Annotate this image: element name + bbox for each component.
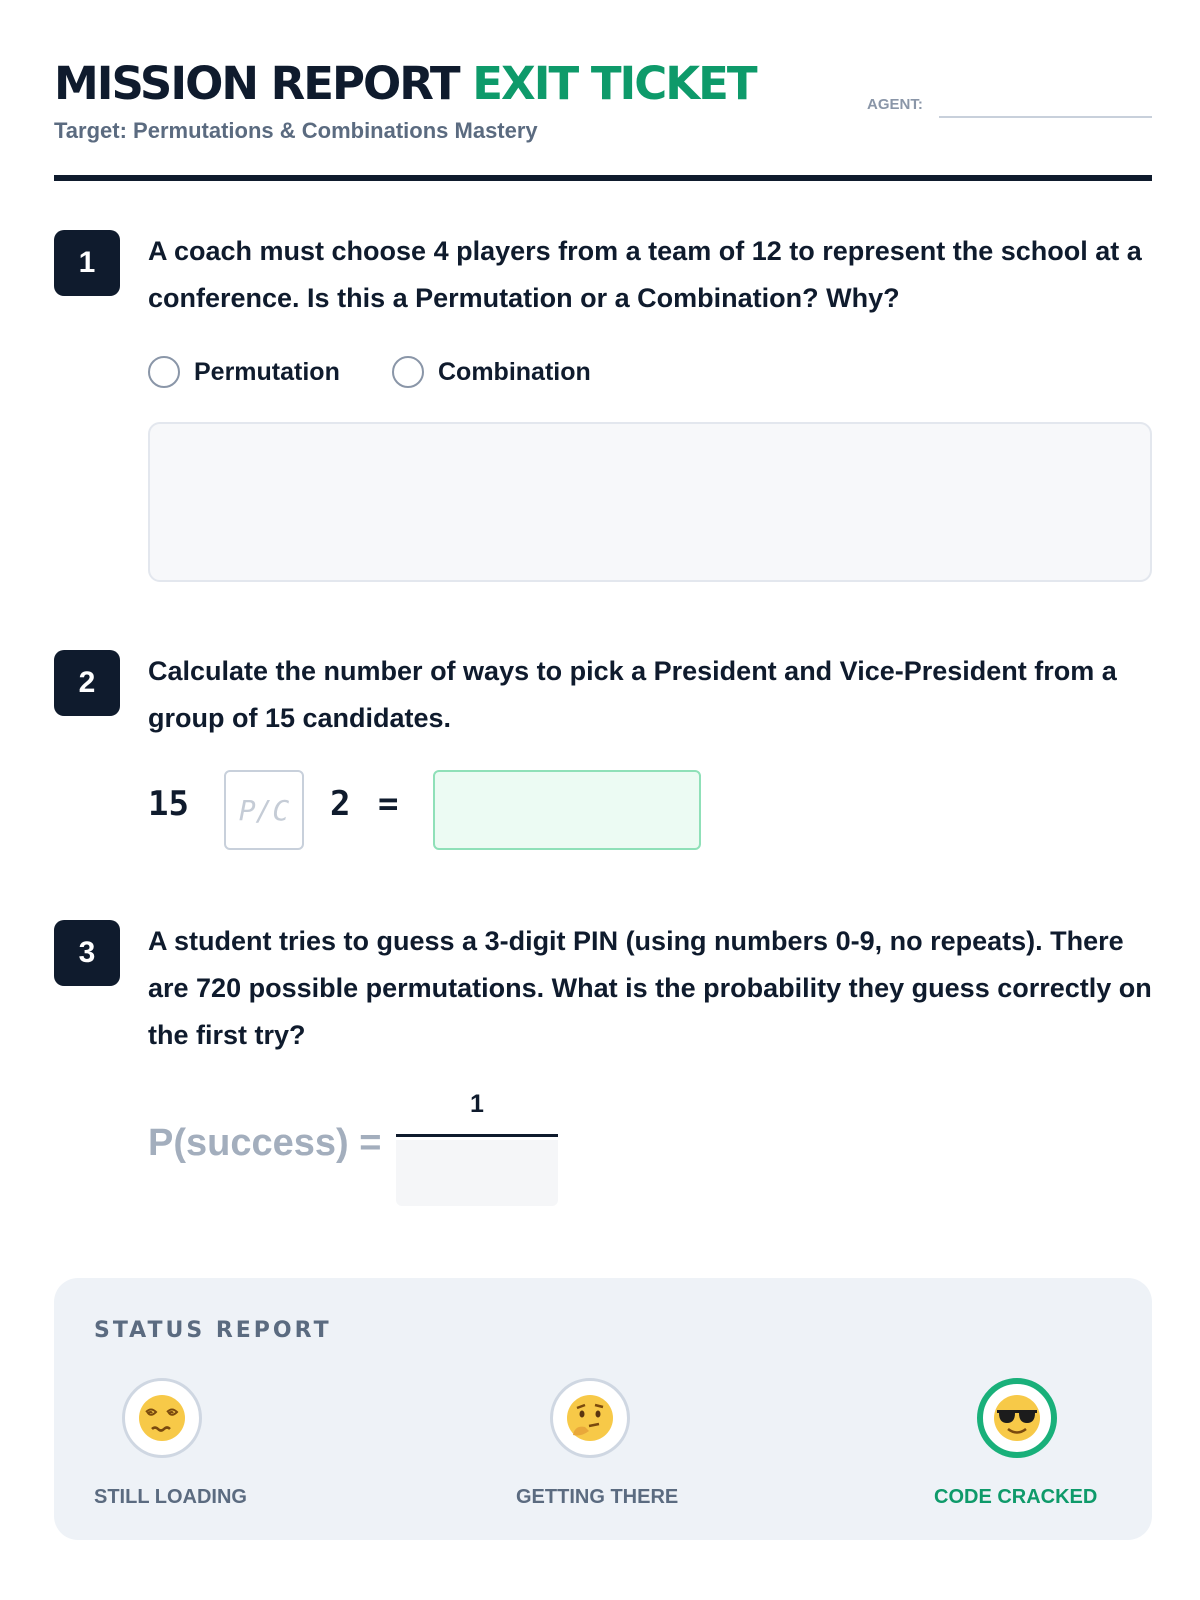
- question-3-probability: [148, 1090, 568, 1210]
- status-report-title: STATUS REPORT: [94, 1318, 332, 1343]
- agent-name-line[interactable]: [939, 116, 1152, 118]
- permutation-radio[interactable]: [148, 356, 340, 388]
- formula-equals: =: [378, 784, 399, 824]
- question-2-text: Calculate the number of ways to pick a President and Vice-President from a group of 15 candidates.: [148, 656, 1117, 733]
- combination-radio[interactable]: [392, 356, 591, 388]
- formula-n-value: 15: [148, 784, 189, 824]
- agent-field[interactable]: [867, 92, 1152, 122]
- agent-label: AGENT:: [867, 96, 923, 113]
- page-subtitle: Target: Permutations & Combinations Mastery: [54, 118, 538, 143]
- question-3-number-badge: 3: [54, 920, 120, 986]
- status-report-panel: [54, 1278, 1152, 1540]
- permutation-combination-input[interactable]: [224, 770, 304, 850]
- formula-r-value: 2: [330, 784, 351, 824]
- fraction-numerator: 1: [470, 1090, 484, 1118]
- thinking-face-icon[interactable]: [550, 1378, 630, 1458]
- fraction-denominator-input[interactable]: [396, 1140, 558, 1206]
- question-2-formula: [148, 770, 748, 850]
- combination-radio-circle[interactable]: [392, 356, 424, 388]
- page-title: [54, 56, 756, 112]
- permutation-radio-circle[interactable]: [148, 356, 180, 388]
- question-1-text: A coach must choose 4 players from a team of 12 to represent the school at a conference. Is this a Permutation or a Combination? Why?: [148, 236, 1142, 313]
- question-1-number-badge: 1: [54, 230, 120, 296]
- title-mission-report: MISSION REPORT: [54, 57, 459, 110]
- still-loading-label: STILL LOADING: [94, 1486, 247, 1508]
- status-option-code-cracked[interactable]: [934, 1378, 1134, 1508]
- header: [54, 56, 1152, 182]
- status-option-still-loading[interactable]: [94, 1378, 294, 1508]
- question-3-text: A student tries to guess a 3-digit PIN (using numbers 0-9, no repeats). There are 720 possible permutations. What is the probability they guess correctly on the first try?: [148, 926, 1152, 1050]
- permutation-radio-label: Permutation: [194, 357, 340, 386]
- title-exit-ticket: EXIT TICKET: [472, 57, 756, 110]
- sunglasses-face-icon[interactable]: [977, 1378, 1057, 1458]
- status-option-getting-there[interactable]: [504, 1378, 704, 1508]
- exit-ticket-page: [54, 0, 1152, 1600]
- getting-there-label: GETTING THERE: [516, 1486, 679, 1508]
- dizzy-face-icon[interactable]: [122, 1378, 202, 1458]
- question-1-explanation-box[interactable]: [148, 422, 1152, 582]
- combination-radio-label: Combination: [438, 357, 591, 386]
- pc-placeholder: P/C: [238, 793, 290, 827]
- code-cracked-label: CODE CRACKED: [934, 1486, 1098, 1508]
- fraction-bar: [396, 1134, 558, 1137]
- question-2-number-badge: 2: [54, 650, 120, 716]
- probability-label: P(success) =: [148, 1122, 382, 1164]
- header-divider: [54, 175, 1152, 181]
- question-2-result-input[interactable]: [433, 770, 701, 850]
